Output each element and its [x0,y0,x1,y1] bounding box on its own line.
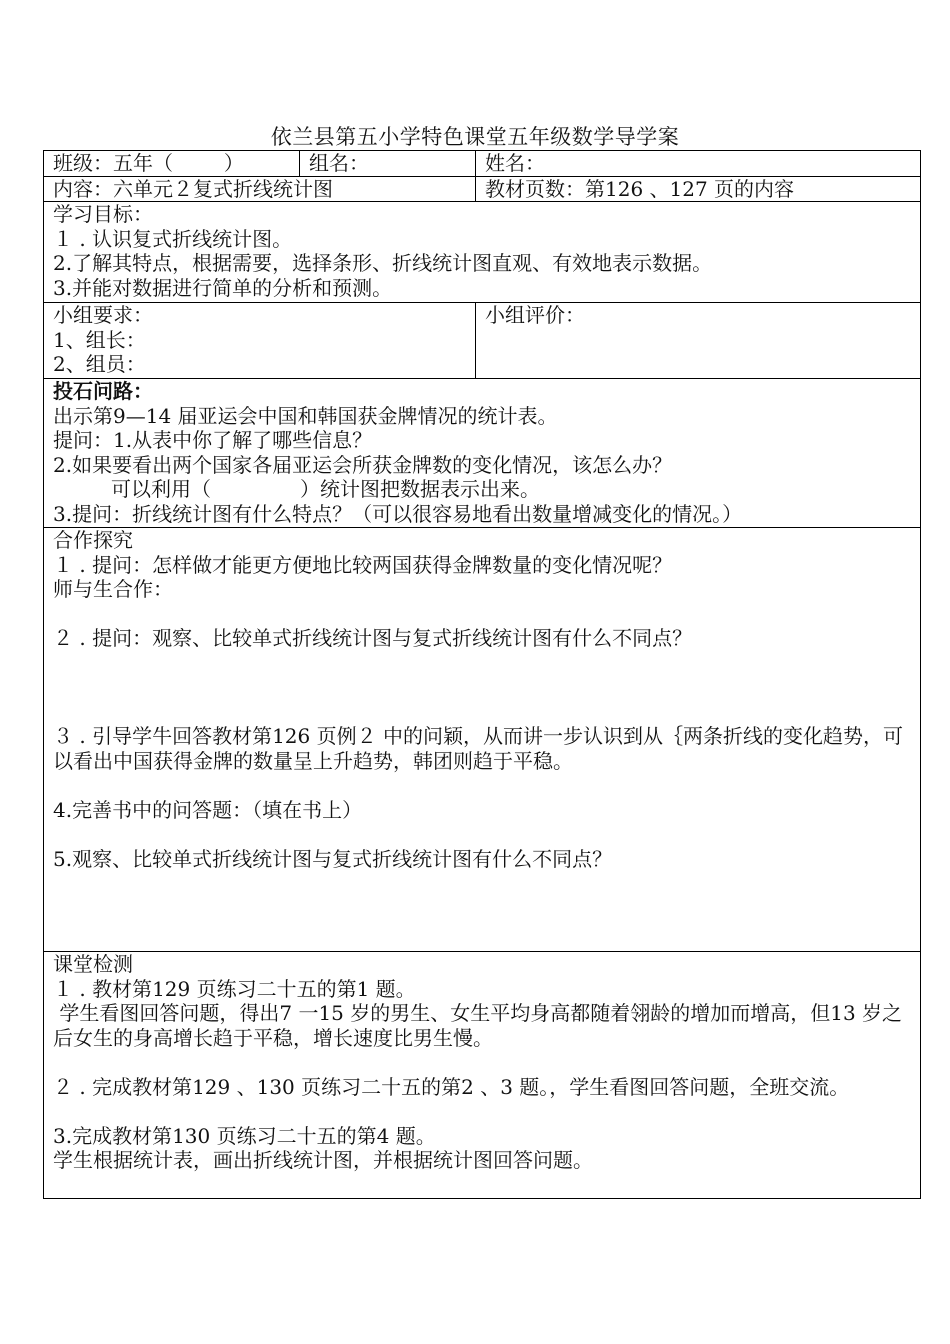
objective-item: 2.了解其特点，根据需要，选择条形、折线统计图直观、有效地表示数据。 [53,251,713,275]
cooperate-question-1: １ . 提问：怎样做才能更方便地比较两国获得金牌数量的变化情况呢？ [53,552,673,577]
intro-row [44,379,921,528]
cooperate-heading: 合作探究 [53,528,133,552]
group-leader-label[interactable]: 1、组长： [53,327,146,352]
intro-fill-blank[interactable]: 可以利用（ ）统计图把数据表示出来。 [111,477,541,501]
cooperate-question-3: ３ . 引导学牛回答教材第126 页例２ 中的问颖，从而讲一步认识到从｛两条折线的变化趋势，可以看出中国获得金牌的数量呈上升趋势，韩团则趋于平稳。 [53,724,903,773]
page-title: 依兰县第五小学特色课堂五年级数学导学案 [270,125,680,149]
group-members-label[interactable]: 2、组员： [53,352,146,376]
objectives-row [44,202,921,303]
cooperate-question-1-note: 师与生合作： [53,577,173,601]
cooperate-row [44,528,921,952]
student-name-label: 姓名： [485,151,545,175]
spacer [53,602,920,627]
content-cell [44,176,476,202]
class-cell[interactable] [44,151,300,177]
group-row [44,303,921,379]
group-requirements-cell [44,303,476,379]
objective-item: １ . 认识复式折线统计图。 [53,226,293,251]
spacer [53,822,920,847]
class-label: 班级：五年（ ） [53,151,244,175]
pages-cell [476,176,921,202]
group-evaluation-label: 小组评价： [485,303,585,327]
intro-line: 提问：1.从表中你了解了哪些信息？ [53,428,373,452]
spacer [53,651,920,700]
intro-cell [44,379,921,528]
check-item-2: ２ . 完成教材第129 、130 页练习二十五的第2 、3 题。，学生看图回答问题，全班交流。 [53,1074,850,1099]
group-evaluation-cell[interactable] [476,303,921,379]
check-cell [44,952,921,1199]
check-item-3-detail: 学生根据统计表，画出折线统计图，并根据统计图回答问题。 [53,1148,593,1172]
group-name-cell[interactable] [300,151,476,177]
cooperate-question-4: 4.完善书中的问答题：（填在书上） [53,797,363,822]
objectives-cell [44,202,921,303]
intro-heading: 投石问路： [53,379,153,403]
student-name-cell[interactable] [476,151,921,177]
spacer [53,1050,920,1075]
cooperate-question-5: 5.观察、比较单式折线统计图与复式折线统计图有什么不同点？ [53,846,613,871]
spacer [53,773,920,798]
check-row [44,952,921,1199]
header-row [44,151,921,177]
objectives-heading: 学习目标： [53,202,153,226]
content-row [44,176,921,202]
check-item-1-detail: 学生看图回答问题，得出7 一15 岁的男生、女生平均身高都随着翎龄的增加而增高，但13 岁之后女生的身高增长趋于平稳，增长速度比男生慢。 [53,1001,903,1050]
spacer [53,700,920,725]
cooperate-cell [44,528,921,952]
check-heading: 课堂检测 [53,952,133,976]
content-label: 内容：六单元２复式折线统计图 [53,176,333,201]
intro-line: 出示第9—14 届亚运会中国和韩国获金牌情况的统计表。 [53,403,558,428]
study-guide-table [43,150,921,1199]
check-item-1: １ . 教材第129 页练习二十五的第1 题。 [53,976,416,1001]
intro-line: 3.提问：折线统计图有什么特点？（可以很容易地看出数量增减变化的情况。） [53,501,743,526]
cooperate-question-2: ２ . 提问：观察、比较单式折线统计图与复式折线统计图有什么不同点？ [53,626,693,650]
group-requirements-heading: 小组要求： [53,303,153,327]
intro-line: 2.如果要看出两个国家各届亚运会所获金牌数的变化情况，该怎么办？ [53,452,673,477]
pages-label: 教材页数：第126 、127 页的内容 [485,176,795,201]
group-name-label: 组名： [309,151,369,175]
objective-item: 3.并能对数据进行简单的分析和预测。 [53,275,393,300]
check-item-3: 3.完成教材第130 页练习二十五的第4 题。 [53,1123,436,1148]
spacer [53,1099,920,1124]
